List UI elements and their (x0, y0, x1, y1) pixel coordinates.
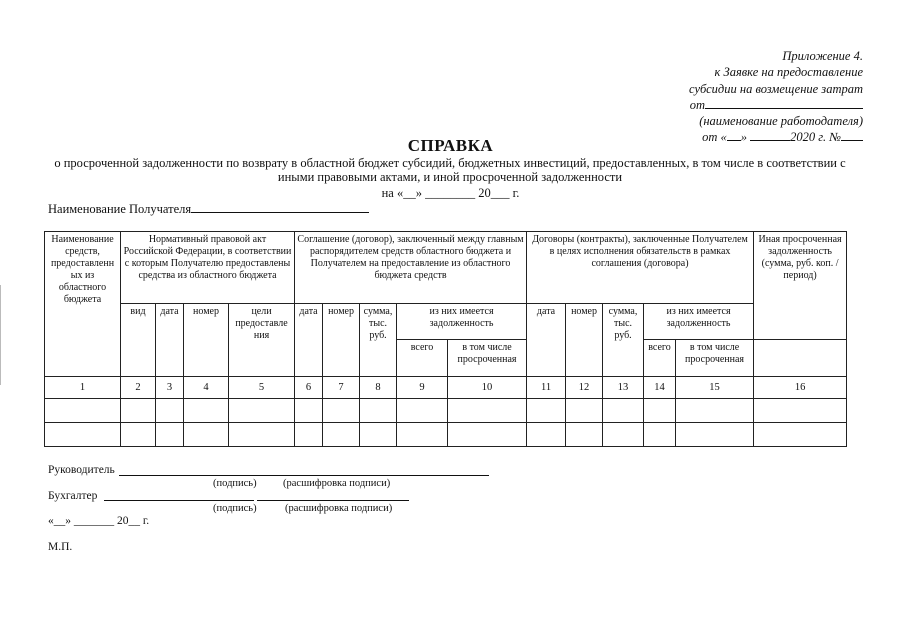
stamp-place-label: М.П. (48, 541, 73, 553)
table-cell (397, 399, 448, 423)
appendix-line-1: Приложение 4. (782, 49, 863, 63)
table-cell (397, 423, 448, 447)
column-number: 2 (121, 377, 156, 399)
table-cell (676, 423, 754, 447)
table-cell (323, 423, 360, 447)
table-cell (360, 423, 397, 447)
header-row-2 (45, 304, 847, 340)
signature-date-line: «__» _______ 20__ г. (48, 515, 150, 527)
header-legal-act: Нормативный правовой акт Российской Федерации, в соответствии с которым Получателю предоставлены средства из областного бюджета (121, 232, 295, 304)
table-cell (603, 399, 644, 423)
document-title: СПРАВКА (407, 136, 494, 155)
table-cell (45, 423, 121, 447)
header-contract-debt-total: всего (644, 340, 676, 377)
debt-table (44, 231, 847, 447)
header-agreement-debt-total: всего (397, 340, 448, 377)
table-cell (156, 423, 184, 447)
table-cell (121, 399, 156, 423)
header-contract-debt: из них имеется задолженность (644, 304, 754, 340)
appendix-line-5: (наименование работодателя) (699, 114, 863, 129)
appendix-line-4 (643, 97, 863, 113)
header-other-debt-cont (754, 340, 847, 377)
appendix-from-label: от (689, 97, 705, 112)
column-number: 16 (754, 377, 847, 399)
column-number: 8 (360, 377, 397, 399)
appendix-line-2: к Заявке на предоставление (714, 65, 863, 80)
header-agreement-number: номер (323, 304, 360, 377)
table-cell (121, 423, 156, 447)
column-numbers-row (45, 377, 847, 399)
header-name-of-funds: Наименование средств, предоставленн ых из областного бюджета (45, 232, 121, 377)
column-number: 3 (156, 377, 184, 399)
column-number: 4 (184, 377, 229, 399)
accountant-name-line (257, 500, 409, 501)
table-cell (603, 423, 644, 447)
head-signature-caption: (подпись) (213, 478, 257, 489)
column-number: 7 (323, 377, 360, 399)
table-cell (184, 423, 229, 447)
table-cell (676, 399, 754, 423)
accountant-label: Бухгалтер (48, 490, 98, 502)
table-cell (448, 399, 527, 423)
head-signature-line (119, 475, 489, 476)
header-contract-number: номер (566, 304, 603, 377)
column-number: 11 (527, 377, 566, 399)
column-number: 6 (295, 377, 323, 399)
header-agreement-date: дата (295, 304, 323, 377)
table-cell (360, 399, 397, 423)
accountant-signature-line (104, 500, 254, 501)
scan-edge-mark (0, 285, 1, 385)
appendix-block (643, 48, 863, 146)
header-row-1 (45, 232, 847, 304)
table-cell (295, 399, 323, 423)
recipient-label: Наименование Получателя (48, 202, 192, 216)
table-cell (644, 423, 676, 447)
header-agreement: Соглашение (договор), заключенный между главным распорядителем средств областного бюджета и Получателем на предоставление из областного бюджета средств (295, 232, 527, 304)
header-act-type: вид (121, 304, 156, 377)
header-contract-debt-overdue: в том числе просроченная (676, 340, 754, 377)
table-cell (754, 399, 847, 423)
table-cell (527, 423, 566, 447)
table-cell (229, 423, 295, 447)
head-label: Руководитель (48, 464, 115, 476)
header-contracts: Договоры (контракты), заключенные Получателем в целях исполнения обязательств в рамках соглашения (договора) (527, 232, 754, 304)
recipient-blank-line (191, 202, 369, 213)
table-cell (566, 423, 603, 447)
table-cell (45, 399, 121, 423)
column-number: 15 (676, 377, 754, 399)
table-cell (156, 399, 184, 423)
table-cell (323, 399, 360, 423)
header-other-debt: Иная просроченная задолженность (сумма, руб. коп. /период) (754, 232, 847, 340)
table-row (45, 399, 847, 423)
appendix-line-3: субсидии на возмещение затрат (689, 81, 863, 96)
table-cell (448, 423, 527, 447)
column-number: 12 (566, 377, 603, 399)
head-name-caption: (расшифровка подписи) (283, 478, 391, 489)
appendix-date-open: от « (702, 130, 727, 145)
table-cell (754, 423, 847, 447)
column-number: 5 (229, 377, 295, 399)
header-agreement-sum: сумма, тыс. руб. (360, 304, 397, 377)
column-number: 14 (644, 377, 676, 399)
accountant-name-caption: (расшифровка подписи) (285, 503, 393, 514)
header-contract-date: дата (527, 304, 566, 377)
table-cell (184, 399, 229, 423)
column-number: 1 (45, 377, 121, 399)
appendix-date-close: » (740, 130, 747, 145)
header-agreement-debt: из них имеется задолженность (397, 304, 527, 340)
appendix-year: 2020 г. (790, 130, 827, 145)
report-date-line: на «__» ________ 20___ г. (381, 186, 520, 200)
column-number: 10 (448, 377, 527, 399)
header-act-number: номер (184, 304, 229, 377)
appendix-number-sign: № (829, 130, 841, 145)
header-act-date: дата (156, 304, 184, 377)
column-number: 9 (397, 377, 448, 399)
table-cell (566, 399, 603, 423)
employer-blank-line (705, 98, 863, 109)
header-contract-sum: сумма, тыс. руб. (603, 304, 644, 377)
document-subtitle: о просроченной задолженности по возврату в областной бюджет субсидий, бюджетных инвестиций, предоставленных, в том числе в соответствии с иными правовыми актами, и иной просроченной задолженности (54, 156, 846, 184)
table-row (45, 423, 847, 447)
table-cell (527, 399, 566, 423)
table-cell (644, 399, 676, 423)
accountant-signature-caption: (подпись) (213, 503, 257, 514)
header-agreement-debt-overdue: в том числе просроченная (448, 340, 527, 377)
header-act-purpose: цели предоставле ния (229, 304, 295, 377)
recipient-row (48, 202, 369, 217)
table-cell (295, 423, 323, 447)
table-cell (229, 399, 295, 423)
column-number: 13 (603, 377, 644, 399)
